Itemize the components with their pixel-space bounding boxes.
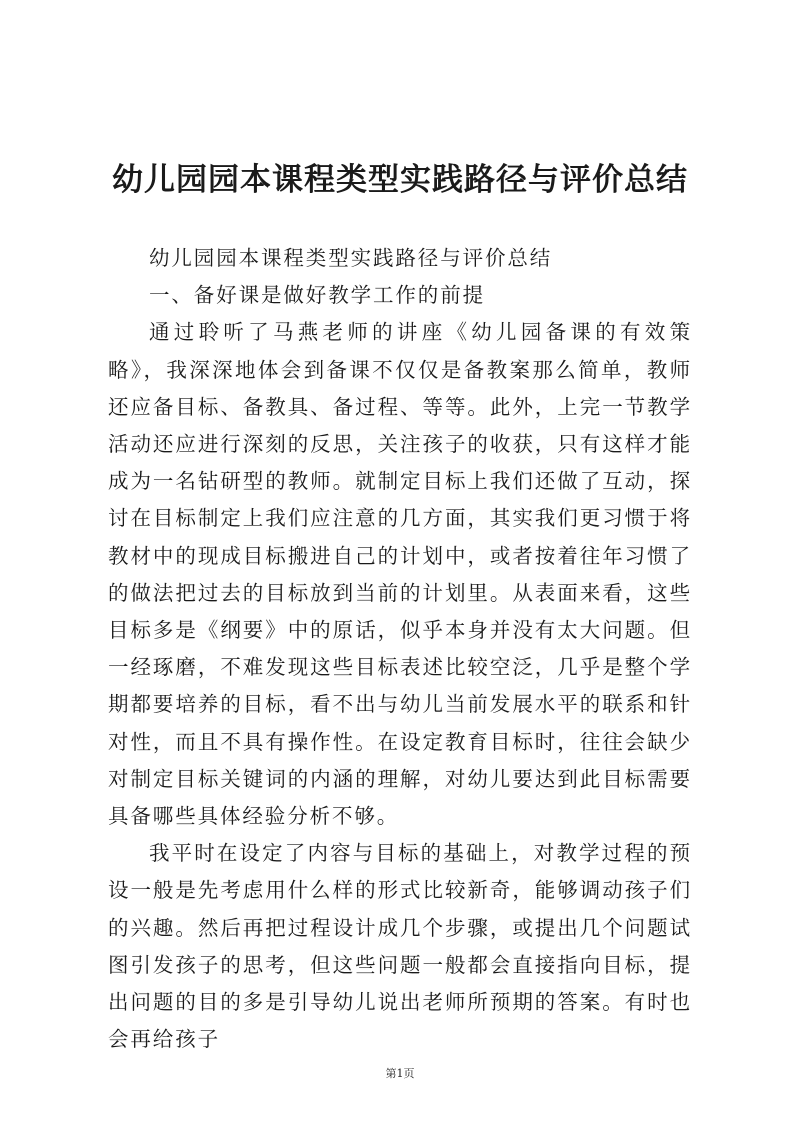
page-number: 第1页	[385, 1067, 415, 1080]
document-title: 幼儿园园本课程类型实践路径与评价总结	[112, 162, 688, 198]
paragraph-subtitle: 幼儿园园本课程类型实践路径与评价总结	[149, 246, 553, 270]
document-body	[108, 240, 692, 1058]
paragraph-section-heading: 一、备好课是做好教学工作的前提	[149, 283, 485, 308]
paragraph-body-2: 我平时在设定了内容与目标的基础上，对教学过程的预设一般是先考虑用什么样的形式比较新奇，能够调动孩子们的兴趣。然后再把过程设计成几个步骤，或提出几个问题试图引发孩子的思考，但这些问题一般都会直接指向目标，提出问题的目的多是引导幼儿说出老师所预期的答案。有时也会再给孩子	[108, 841, 692, 1052]
paragraph-body-1: 通过聆听了马燕老师的讲座《幼儿园备课的有效策略》，我深深地体会到备课不仅仅是备教案那么简单，教师还应备目标、备教具、备过程、等等。此外，上完一节教学活动还应进行深刻的反思，关注孩子的收获，只有这样才能成为一名钻研型的教师。就制定目标上我们还做了互动，探讨在目标制定上我们应注意的几方面，其实我们更习惯于将教材中的现成目标搬进自己的计划中，或者按着往年习惯了的做法把过去的目标放到当前的计划里。从表面来看，这些目标多是《纲要》中的原话，似乎本身并没有太大问题。但一经琢磨，不难发现这些目标表述比较空泛，几乎是整个学期都要培养的目标，看不出与幼儿当前发展水平的联系和针对性，而且不具有操作性。在设定教育目标时，往往会缺少对制定目标关键词的内涵的理解，对幼儿要达到此目标需要具备哪些具体经验分析不够。	[108, 320, 692, 829]
